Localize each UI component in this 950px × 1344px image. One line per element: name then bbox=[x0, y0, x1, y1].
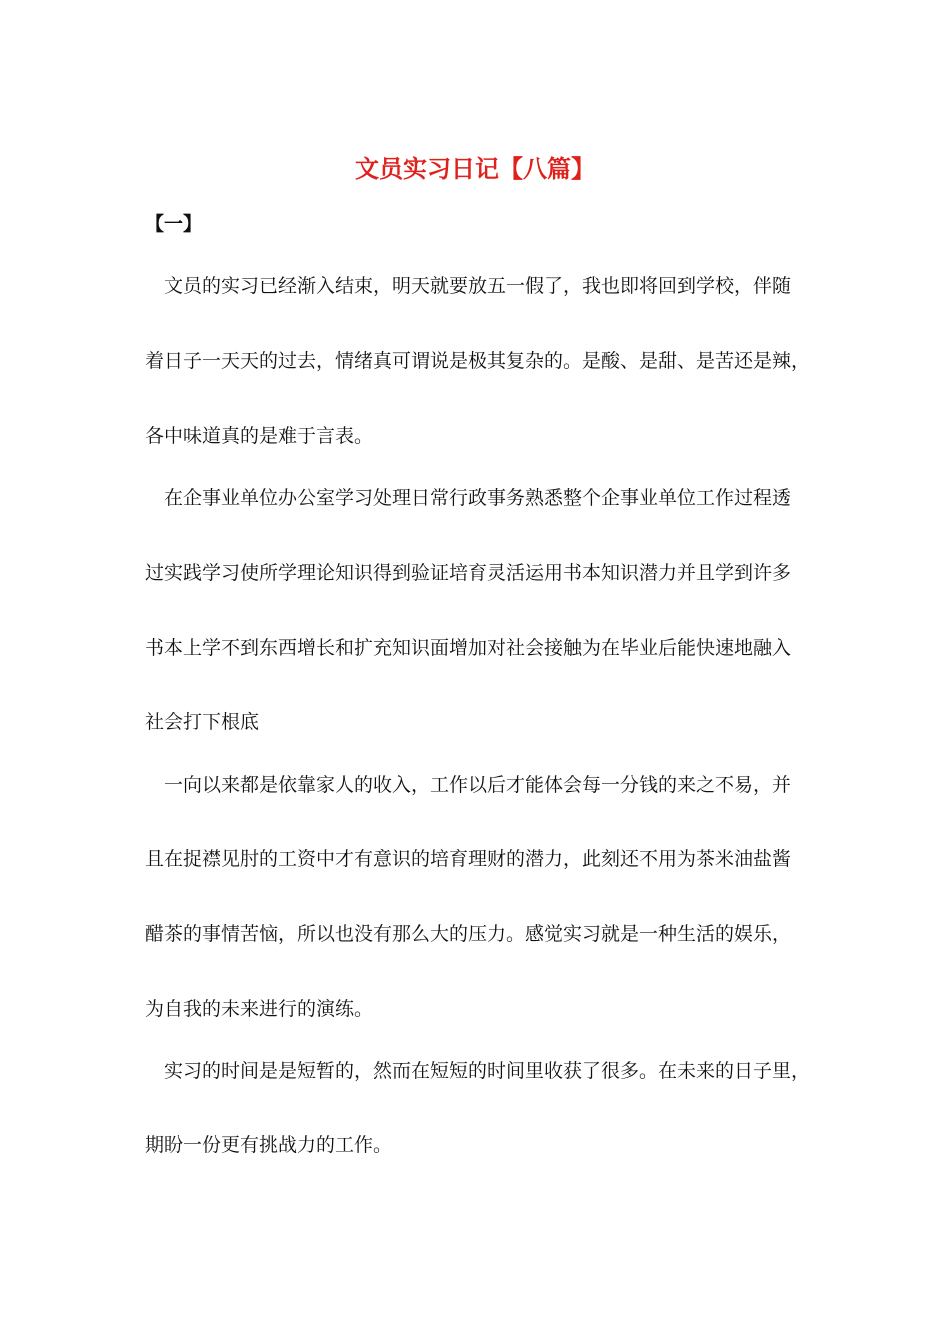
body-line: 为自我的未来进行的演练。 bbox=[145, 998, 374, 1020]
document-title: 文员实习日记【八篇】 bbox=[355, 155, 595, 183]
body-line: 在企事业单位办公室学习处理日常行政事务熟悉整个企事业单位工作过程透 bbox=[164, 487, 792, 509]
body-line: 文员的实习已经渐入结束，明天就要放五一假了，我也即将回到学校，伴随 bbox=[164, 275, 792, 297]
body-line: 书本上学不到东西增长和扩充知识面增加对社会接触为在毕业后能快速地融入 bbox=[145, 637, 792, 659]
body-line: 一向以来都是依靠家人的收入，工作以后才能体会每一分钱的来之不易，并 bbox=[164, 774, 792, 796]
body-line: 实习的时间是是短暂的，然而在短短的时间里收获了很多。在未来的日子里， bbox=[164, 1060, 811, 1082]
body-line: 期盼一份更有挑战力的工作。 bbox=[145, 1134, 393, 1156]
body-line: 着日子一天天的过去，情绪真可谓说是极其复杂的。是酸、是甜、是苦还是辣， bbox=[145, 350, 811, 372]
body-line: 各中味道真的是难于言表。 bbox=[145, 425, 374, 447]
body-line: 且在捉襟见肘的工资中才有意识的培育理财的潜力，此刻还不用为茶米油盐酱 bbox=[145, 848, 792, 870]
body-line: 过实践学习使所学理论知识得到验证培育灵活运用书本知识潜力并且学到许多 bbox=[145, 562, 792, 584]
body-line: 醋茶的事情苦恼，所以也没有那么大的压力。感觉实习就是一种生活的娱乐， bbox=[145, 923, 792, 945]
body-line: 社会打下根底 bbox=[145, 711, 260, 733]
section-heading: 【一】 bbox=[145, 213, 203, 235]
